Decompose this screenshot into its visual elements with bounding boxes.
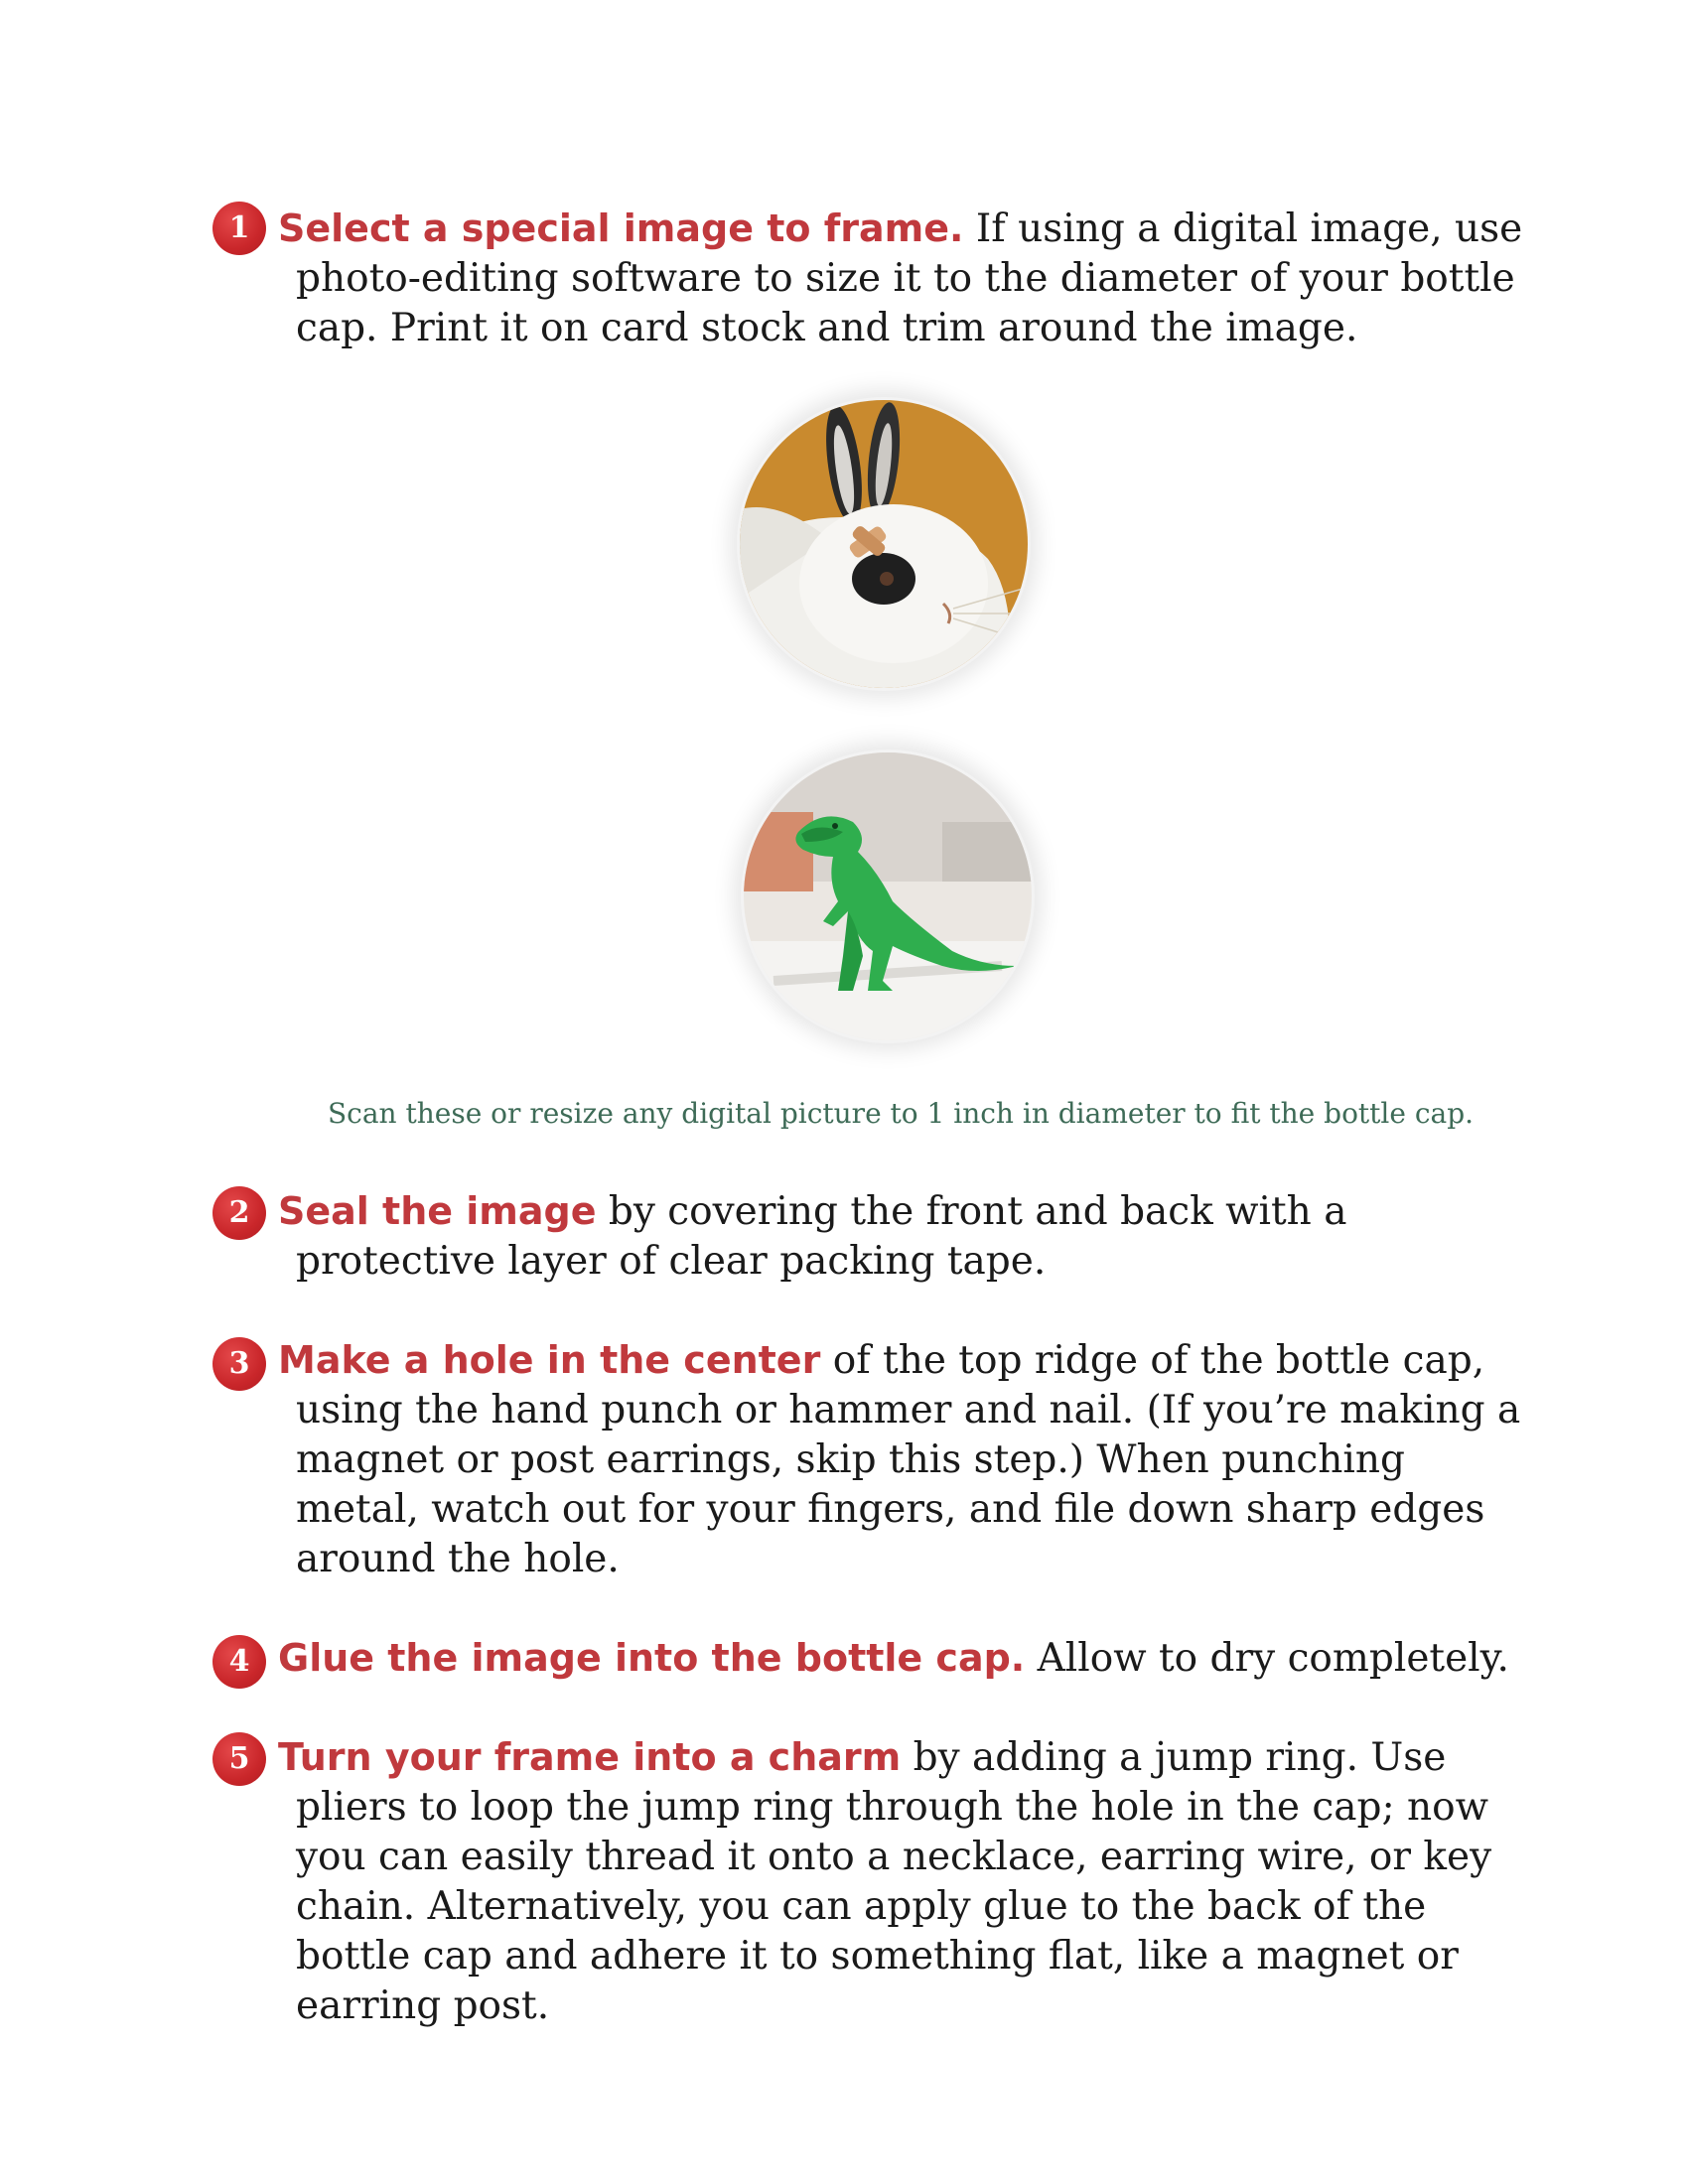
step-text — [278, 1732, 1527, 2031]
step-body: Allow to dry completely. — [1025, 1636, 1509, 1681]
step-text — [278, 1186, 1527, 1287]
step-body: of the top ridge of the bottle cap, using the hand punch or hammer and nail. (If you’re making a magnet or post earrings, skip this step.) When punching metal, watch out for your fingers, and file down sharp edges around the hole. — [296, 1338, 1521, 1581]
step-heading: Make a hole in the center — [278, 1338, 821, 1382]
step-number-badge: 2 — [212, 1186, 266, 1240]
dinosaur-image — [744, 752, 1032, 1040]
step-body: If using a digital image, use photo-editing software to size it to the diameter of your bottle cap. Print it on card stock and trim around the image. — [296, 206, 1523, 350]
step-heading: Turn your frame into a charm — [278, 1735, 902, 1779]
step-text — [278, 1335, 1527, 1584]
rabbit-image — [740, 400, 1028, 688]
step-number-badge: 1 — [212, 202, 266, 255]
step-body: by adding a jump ring. Use pliers to loop the jump ring through the hole in the cap; now you can easily thread it onto a necklace, earring wire, or key chain. Alternatively, you can apply glue to the back of the bottle cap and adhere it to something flat, like a magnet or earring post. — [296, 1735, 1492, 2028]
step-text — [278, 1633, 1527, 1684]
rabbit-photo — [740, 400, 1028, 688]
step-text — [278, 204, 1527, 353]
step-heading: Seal the image — [278, 1189, 597, 1233]
step-number-badge: 5 — [212, 1732, 266, 1786]
step-heading: Glue the image into the bottle cap. — [278, 1636, 1026, 1680]
step-number-badge: 3 — [212, 1337, 266, 1391]
step-heading: Select a special image to frame. — [278, 206, 964, 250]
step-body: by covering the front and back with a protective layer of clear packing tape. — [296, 1189, 1347, 1284]
dinosaur-photo — [744, 752, 1032, 1040]
image-caption: Scan these or resize any digital picture to 1 inch in diameter to fit the bottle cap. — [328, 1097, 1475, 1130]
step-number-badge: 4 — [212, 1635, 266, 1689]
